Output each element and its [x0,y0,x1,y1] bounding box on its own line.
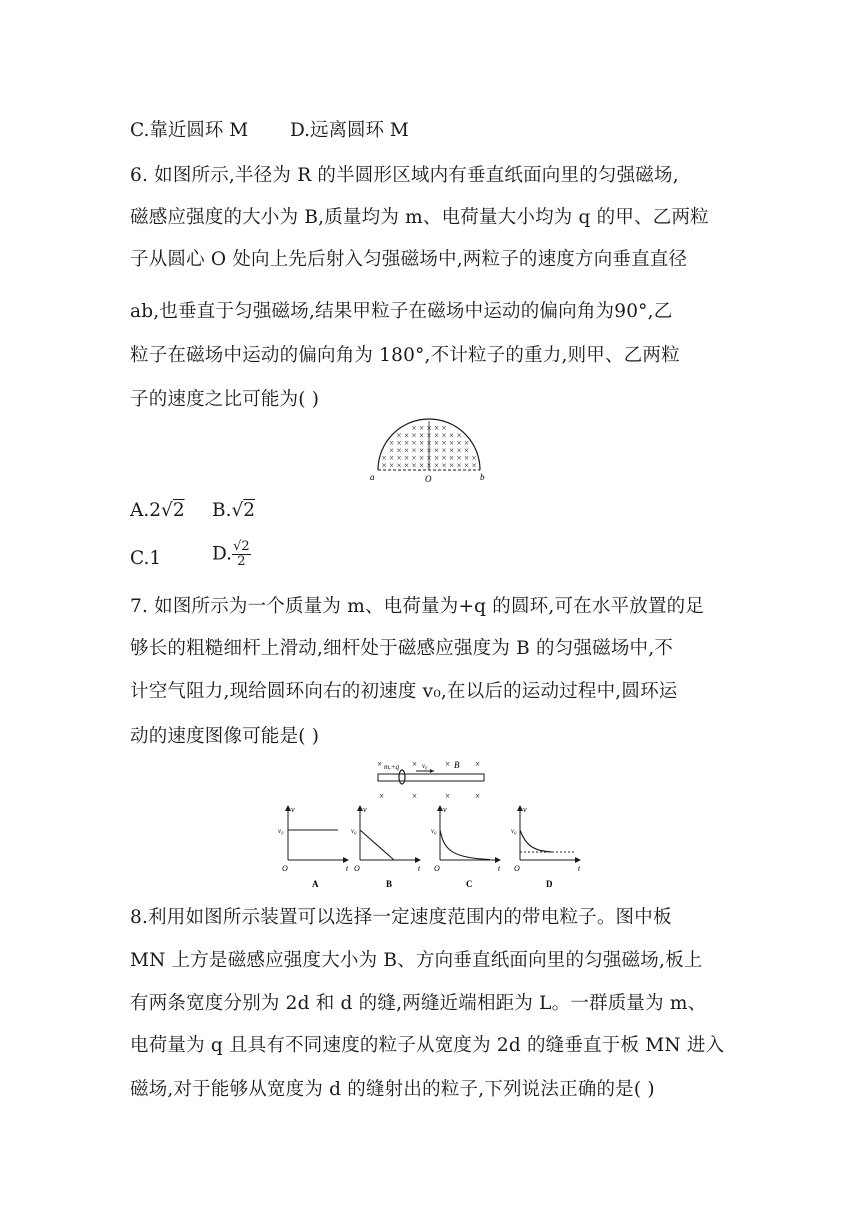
field-cross: × [456,453,462,463]
q6-line: 子从圆心 O 处向上先后射入匀强磁场中,两粒子的速度方向垂直直径 [130,249,688,270]
field-cross: × [426,445,432,456]
graph-c [431,805,501,889]
field-cross: × [377,759,383,769]
q8-line: 有两条宽度分别为 2d 和 d 的缝,两缝近端相距为 L。一群质量为 m、 [130,993,707,1014]
field-cross: × [426,460,432,471]
field-cross: × [449,460,455,471]
field-cross: × [411,423,417,433]
field-cross: × [441,438,447,448]
q6-line: 磁感应强度的大小为 B,质量均为 m、电荷量大小均为 q 的甲、乙两粒 [130,207,709,228]
field-cross: × [412,791,418,801]
q7-line: 7. 如图所示为一个质量为 m、电荷量为+q 的圆环,可在水平放置的足 [130,596,705,617]
svg-text:t: t [578,864,581,873]
field-cross: × [419,430,425,441]
fraction: $\frac{√2}{2}$ [233,539,250,569]
graph-c-curve [440,830,490,860]
field-cross: × [389,453,395,463]
field-cross: × [411,438,417,448]
field-cross: × [404,445,410,456]
rough-rod [378,774,484,781]
field-cross: × [419,438,425,448]
field-cross: × [449,445,455,456]
svg-text:v₀: v₀ [278,827,284,835]
graph-d-curve [520,830,552,852]
field-cross: × [419,423,425,433]
field-cross: × [412,759,418,769]
field-cross: × [379,791,385,801]
velocity-label: v₀ [422,762,428,770]
field-cross: × [419,460,425,471]
label-b: b [480,472,485,482]
field-cross: × [456,430,462,441]
q6-option-c: C.1 [130,548,162,569]
field-cross: × [464,445,470,456]
q7-line: 动的速度图像可能是( ) [130,726,320,747]
field-cross: × [396,453,402,463]
q7-line: 计空气阻力,现给圆环向右的初速度 v₀,在以后的运动过程中,圆环运 [130,681,678,702]
field-cross: × [404,453,410,463]
field-cross: × [404,430,410,441]
field-cross: × [471,460,477,471]
field-cross: × [475,791,481,801]
q7-line: 够长的粗糙细杆上滑动,细杆处于磁感应强度为 B 的匀强磁场中,不 [130,638,674,659]
svg-text:v₀: v₀ [511,827,517,835]
field-cross: × [434,438,440,448]
q6-option-b: B.√2 [212,500,256,521]
field-cross: × [456,438,462,448]
field-cross: × [449,453,455,463]
field-cross: × [441,430,447,441]
svg-text:t: t [418,864,421,873]
field-cross: × [381,460,387,471]
field-cross: × [445,791,451,801]
label-O: O [425,474,432,484]
field-cross: × [434,445,440,456]
svg-text:O: O [282,864,288,873]
q6-line: 6. 如图所示,半径为 R 的半圆形区域内有垂直纸面向里的匀强磁场, [130,165,679,186]
ring-label: m,+q [384,763,400,771]
svg-text:v: v [291,805,295,814]
field-cross: × [404,438,410,448]
arrow-head [430,769,434,773]
svg-text:v: v [363,805,367,814]
q6-option-a: A.2√2 [130,500,185,521]
graph-b-curve [360,830,394,860]
field-cross: × [441,453,447,463]
svg-text:A: A [312,879,319,889]
q6-semicircle-figure [368,418,490,486]
field-cross: × [464,460,470,471]
magnetic-field-crosses [382,423,477,471]
field-cross: × [475,759,481,769]
q7-ring-rod-figure [372,757,492,803]
q6-line: 子的速度之比可能为( ) [130,389,320,410]
field-cross: × [471,453,477,463]
svg-text:O: O [354,864,360,873]
field-cross: × [441,423,447,433]
svg-text:t: t [346,864,349,873]
svg-text:O: O [514,864,520,873]
svg-text:v₀: v₀ [351,827,357,835]
field-cross: × [441,460,447,471]
sqrt-symbol: √ [161,500,173,521]
field-cross: × [396,430,402,441]
field-cross: × [445,759,451,769]
field-cross: × [434,453,440,463]
field-cross: × [419,453,425,463]
field-cross: × [396,438,402,448]
q8-line: 电荷量为 q 且具有不同速度的粒子从宽度为 2d 的缝垂直于板 MN 进入 [130,1035,725,1056]
svg-text:t: t [498,864,501,873]
svg-text:v: v [443,805,447,814]
field-cross: × [434,460,440,471]
svg-text:C: C [466,879,473,889]
field-cross: × [456,460,462,471]
field-cross: × [464,438,470,448]
q8-line: 磁场,对于能够从宽度为 d 的缝射出的粒子,下列说法正确的是( ) [130,1079,655,1100]
svg-text:O: O [434,864,440,873]
field-cross: × [396,445,402,456]
field-cross: × [426,438,432,448]
q5-option-d: D.远离圆环 M [290,120,409,141]
field-cross: × [441,445,447,456]
q8-line: 8.利用如图所示装置可以选择一定速度范围内的带电粒子。图中板 [130,907,672,928]
field-cross: × [434,430,440,441]
svg-text:B: B [386,879,393,889]
field-cross: × [426,430,432,441]
q6-line: 粒子在磁场中运动的偏向角为 180°,不计粒子的重力,则甲、乙两粒 [130,345,680,366]
field-cross: × [426,423,432,433]
q7-velocity-graphs [272,802,592,894]
sqrt-symbol: √ [231,500,244,521]
graph-b [351,805,421,889]
q8-line: MN 上方是磁感应强度大小为 B、方向垂直纸面向里的匀强磁场,板上 [130,950,703,971]
q6-line: ab,也垂直于匀强磁场,结果甲粒子在磁场中运动的偏向角为90°,乙 [130,301,673,322]
svg-text:v: v [523,805,527,814]
B-label: B [454,760,460,770]
field-cross: × [389,445,395,456]
field-cross: × [411,430,417,441]
field-cross: × [449,438,455,448]
field-cross: × [396,460,402,471]
field-cross: × [389,460,395,471]
field-cross: × [419,445,425,456]
field-cross: × [411,453,417,463]
graph-a [278,805,349,889]
field-cross: × [456,445,462,456]
field-cross: × [404,460,410,471]
svg-text:v₀: v₀ [431,827,437,835]
q6-option-d: D. $\frac{√2}{2}$ [212,539,250,569]
field-cross: × [426,453,432,463]
field-cross: × [411,460,417,471]
q5-option-c: C.靠近圆环 M [130,120,249,141]
field-cross: × [464,453,470,463]
field-cross: × [449,430,455,441]
field-cross: × [389,438,395,448]
field-cross: × [434,423,440,433]
field-cross: × [381,453,387,463]
field-cross: × [411,445,417,456]
label-a: a [370,472,375,482]
svg-text:D: D [546,879,553,889]
graph-d [511,805,581,889]
